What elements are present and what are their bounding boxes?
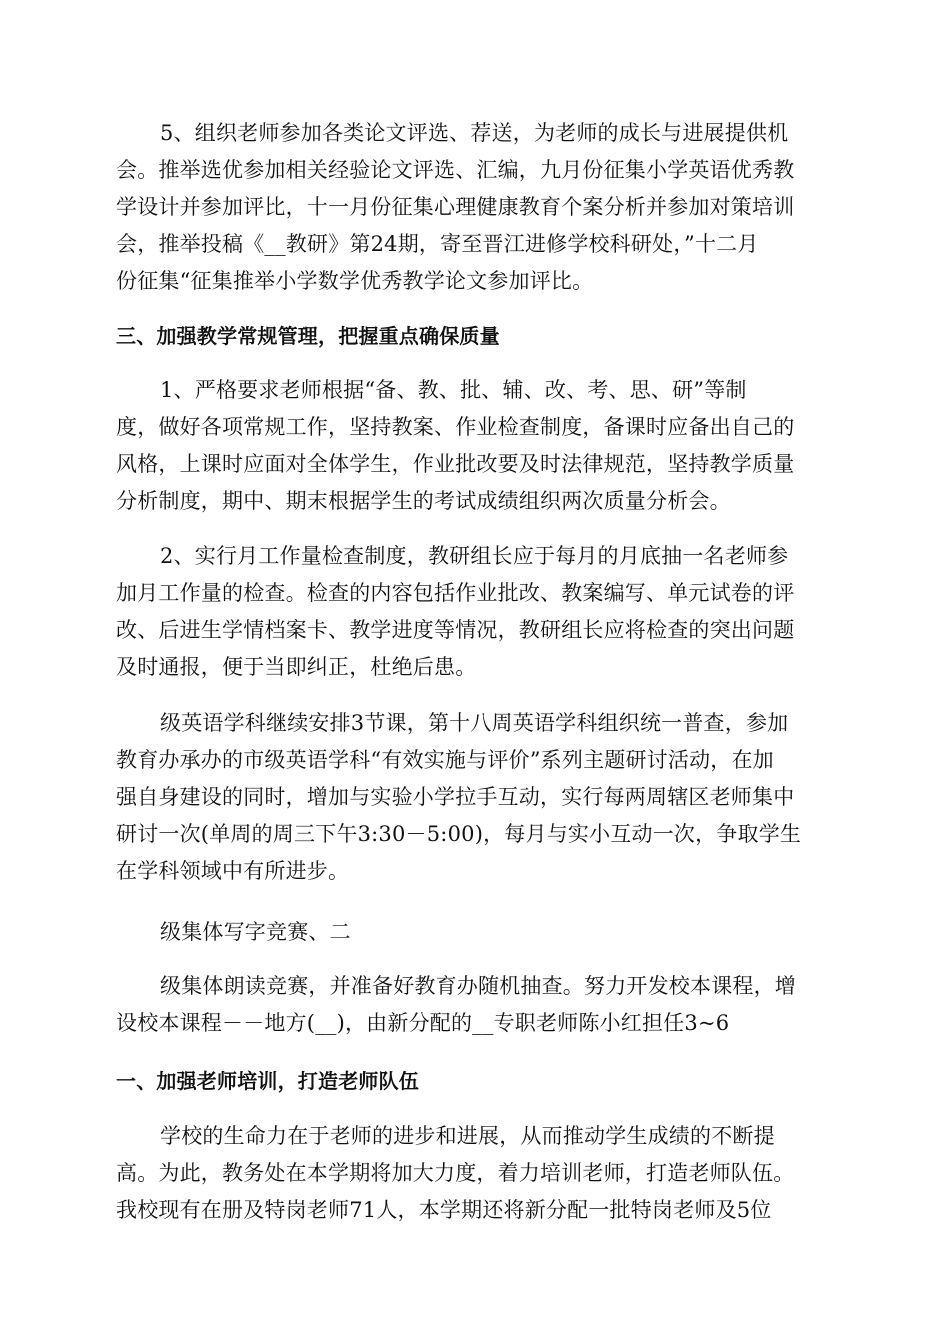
- text-line: 级英语学科继续安排3节课，第十八周英语学科组织统一普查，参加: [160, 711, 789, 735]
- paragraph-monthly-check: [116, 538, 836, 686]
- paragraph-strict-requirements: [116, 372, 836, 520]
- text-line: 级集体写字竞赛、二: [160, 920, 351, 944]
- text-line: 在学科领域中有所进步。: [116, 859, 350, 883]
- text-line: 1、严格要求老师根据“备、教、批、辅、改、考、思、研”等制: [160, 378, 747, 402]
- text-line: 研讨一次(单周的周三下午3:30－5:00)，每月与实小互动一次，争取学生: [116, 822, 802, 846]
- text-line: 份征集“征集推举小学数学优秀教学论文参加评比。: [116, 269, 594, 293]
- text-line: 我校现有在册及特岗老师71人，本学期还将新分配一批特岗老师及5位: [116, 1198, 772, 1222]
- text-line: 级集体朗读竞赛，并准备好教育办随机抽查。努力开发校本课程，增: [160, 974, 796, 998]
- paragraph-writing-contest: [116, 914, 836, 951]
- text-line: 5、组织老师参加各类论文评选、荐送，为老师的成长与进展提供机: [160, 121, 789, 145]
- text-line: 学校的生命力在于老师的进步和进展，从而推动学生成绩的不断提: [160, 1124, 775, 1148]
- paragraph-english-subject: [116, 705, 836, 890]
- text-line: 会，推举投稿《__教研》第24期，寄至晋江进修学校科研处，”十二月: [116, 232, 759, 256]
- text-line: 会。推举选优参加相关经验论文评选、汇编，九月份征集小学英语优秀教: [116, 158, 795, 182]
- text-line: 改、后进生学情档案卡、教学进度等情况，教研组长应将检查的突出问题: [116, 618, 795, 642]
- text-line: 设校本课程－－地方(__)，由新分配的__专职老师陈小红担任3~6: [116, 1011, 730, 1035]
- text-line: 加月工作量的检查。检查的内容包括作业批改、教案编写、单元试卷的评: [116, 581, 795, 605]
- text-line: 教育办承办的市级英语学科“有效实施与评价”系列主题研讨活动，在加: [116, 748, 774, 772]
- text-line: 分析制度，期中、期末根据学生的考试成绩组织两次质量分析会。: [116, 489, 731, 513]
- paragraph-reading-contest: [116, 968, 836, 1042]
- text-line: 高。为此，教务处在本学期将加大力度，着力培训老师，打造老师队伍。: [116, 1161, 795, 1185]
- heading-text: 三、加强教学常规管理，把握重点确保质量: [116, 324, 500, 348]
- paragraph-paper-selection: [116, 115, 836, 300]
- text-line: 强自身建设的同时，增加与实验小学拉手互动，实行每两周辖区老师集中: [116, 785, 795, 809]
- text-line: 及时通报，便于当即纠正，杜绝后患。: [116, 655, 477, 679]
- heading-text: 一、加强老师培训，打造老师队伍: [116, 1069, 419, 1093]
- section-heading-teacher-training: [116, 1063, 836, 1100]
- text-line: 度，做好各项常规工作，坚持教案、作业检查制度，备课时应备出自己的: [116, 415, 795, 439]
- section-heading-teaching-routine: [116, 318, 836, 355]
- paragraph-school-vitality: [116, 1118, 836, 1229]
- text-line: 2、实行月工作量检查制度，教研组长应于每月的月底抽一名老师参: [160, 544, 789, 568]
- text-line: 风格，上课时应面对全体学生，作业批改要及时法律规范，坚持教学质量: [116, 452, 795, 476]
- text-line: 学设计并参加评比，十一月份征集心理健康教育个案分析并参加对策培训: [116, 195, 795, 219]
